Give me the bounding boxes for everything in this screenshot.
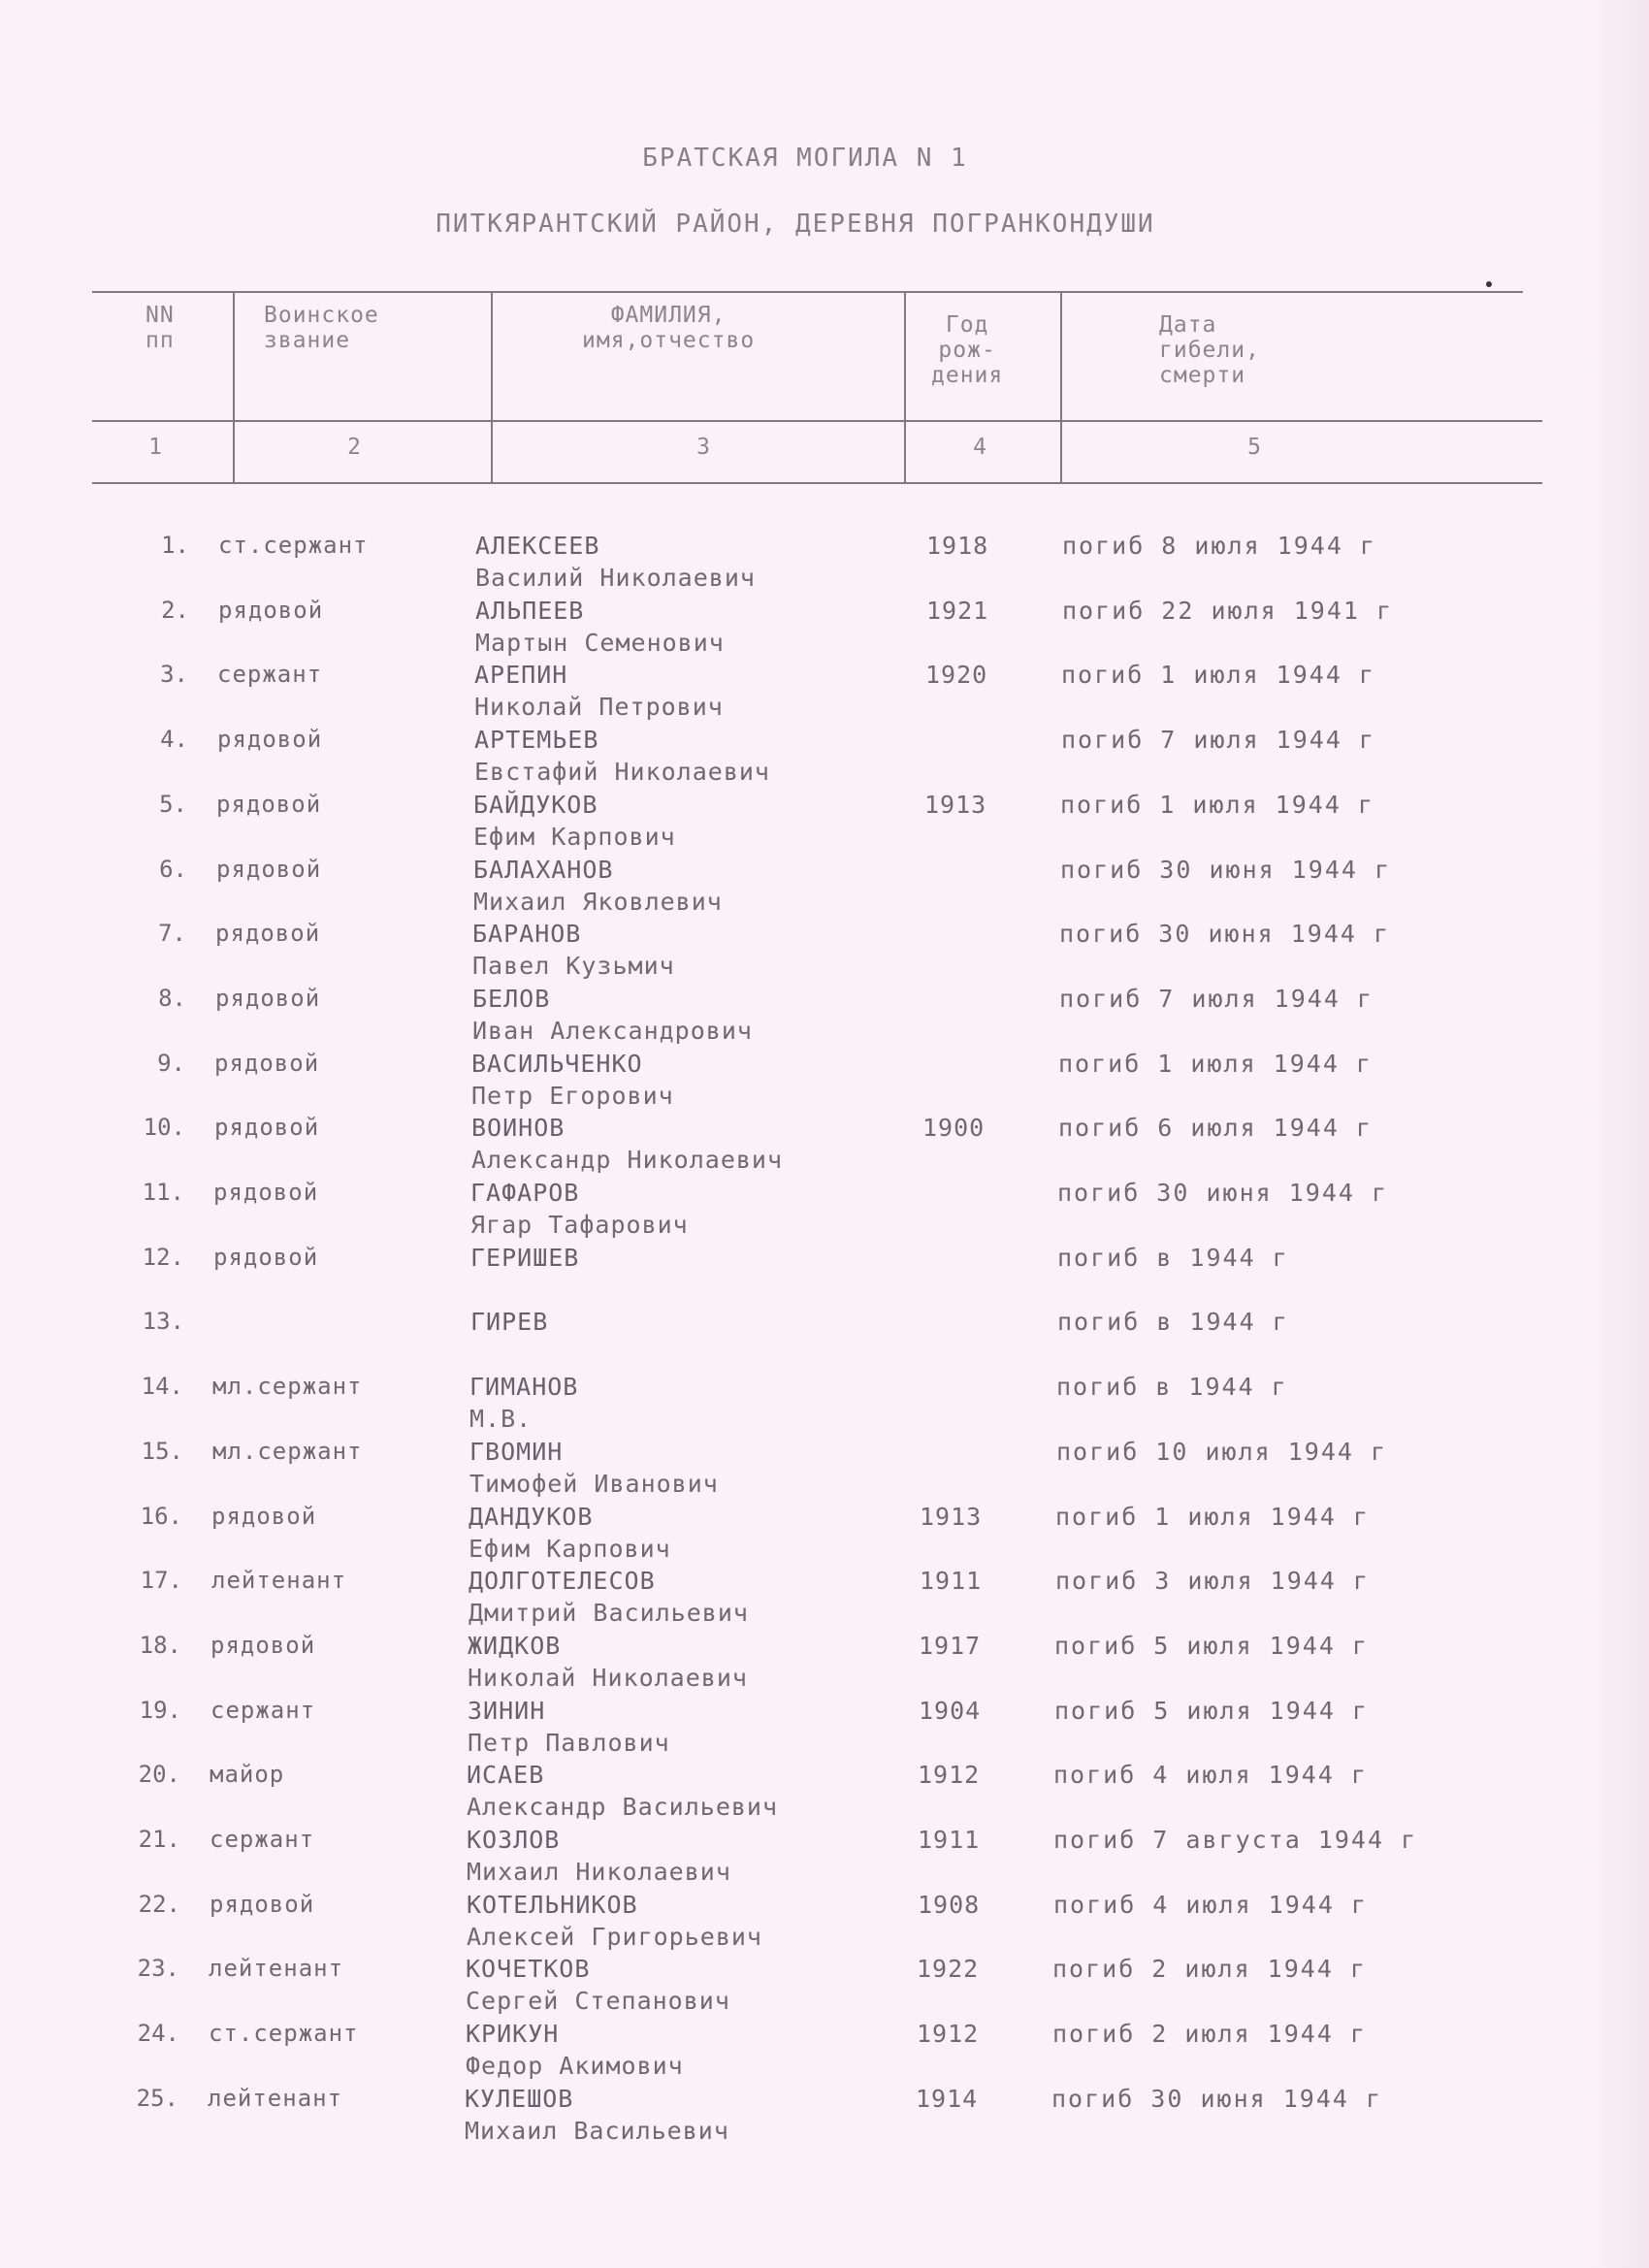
surname: ГАФАРОВ [470,1179,580,1207]
given-names: Михаил Яковлевич [473,888,723,916]
list-item [0,597,1649,661]
list-item [0,1308,1649,1372]
list-item [0,1697,1649,1761]
surname: ЖИДКОВ [468,1632,562,1660]
death-date: погиб 3 июля 1944 г [1055,1567,1370,1595]
entry-number: 1. [161,532,189,559]
birth-year: 1912 [917,2020,980,2048]
death-date: погиб 7 августа 1944 г [1053,1826,1418,1854]
list-item [0,1114,1649,1178]
list-item [0,532,1649,596]
list-item [0,1761,1649,1825]
rank: сержант [210,1826,315,1853]
entry-number: 9. [157,1050,185,1077]
death-date: погиб 2 июля 1944 г [1052,2020,1367,2048]
given-names: Петр Павлович [468,1729,670,1757]
surname: КОЧЕТКОВ [466,1955,591,1983]
given-names: Дмитрий Васильевич [469,1599,749,1627]
entry-number: 4. [160,726,188,753]
rank: рядовой [210,1632,316,1659]
birth-year: 1920 [925,661,988,689]
rank: ст.сержант [218,532,369,559]
list-item [0,1438,1649,1502]
given-names: М.В. [469,1405,533,1433]
given-names: Тимофей Иванович [469,1470,719,1498]
death-date: погиб 30 июня 1944 г [1051,2085,1383,2113]
header-col4: Год рож- дения [931,312,1004,388]
entry-number: 2. [161,597,189,624]
entry-number: 20. [138,1761,180,1788]
col-divider-3 [904,293,906,484]
given-names: Алексей Григорьевич [467,1923,762,1951]
given-names: Евстафий Николаевич [474,758,770,786]
death-date: погиб 8 июля 1944 г [1062,532,1376,560]
surname: ДАНДУКОВ [469,1503,594,1531]
entry-number: 7. [158,920,186,947]
death-date: погиб 22 июля 1941 г [1062,597,1394,625]
list-item [0,1955,1649,2019]
entry-number: 10. [143,1114,185,1141]
death-date: погиб 5 июля 1944 г [1054,1697,1369,1725]
list-item [0,791,1649,855]
death-date: погиб 1 июля 1944 г [1055,1503,1370,1531]
entry-number: 21. [138,1826,180,1853]
given-names: Сергей Степанович [466,1987,730,2015]
death-date: погиб в 1944 г [1057,1308,1289,1336]
rank: рядовой [214,1114,320,1141]
rank: рядовой [213,1244,319,1271]
birth-year: 1900 [922,1114,986,1142]
list-item [0,856,1649,920]
entry-number: 3. [160,661,188,688]
entry-number: 24. [137,2020,179,2047]
given-names: Петр Егорович [471,1082,674,1110]
list-item [0,1244,1649,1308]
death-date: погиб 4 июля 1944 г [1053,1761,1368,1789]
rank: рядовой [211,1503,317,1530]
entry-number: 15. [141,1438,183,1465]
birth-year: 1914 [916,2085,979,2113]
birth-year: 1911 [920,1567,983,1595]
given-names: Ефим Карпович [469,1535,671,1563]
rank: майор [210,1761,285,1788]
surname: ГИМАНОВ [469,1373,579,1401]
rank: лейтенант [211,1567,347,1594]
death-date: погиб 30 июня 1944 г [1057,1179,1389,1207]
death-date: погиб 2 июля 1944 г [1052,1955,1367,1983]
birth-year: 1912 [918,1761,981,1789]
birth-year: 1917 [919,1632,982,1660]
entry-number: 17. [140,1567,182,1594]
death-date: погиб 6 июля 1944 г [1058,1114,1373,1142]
death-date: погиб 1 июля 1944 г [1060,791,1374,819]
given-names: Александр Николаевич [471,1146,784,1174]
entry-number: 14. [141,1373,183,1400]
ink-speck [1486,281,1492,287]
rank: рядовой [218,597,324,624]
given-names: Федор Акимович [466,2052,684,2080]
rank: лейтенант [209,1955,344,1982]
death-date: погиб 1 июля 1944 г [1061,661,1375,689]
birth-year: 1911 [918,1826,981,1854]
given-names: Ягар Тафарович [470,1211,689,1239]
given-names: Мартын Семенович [475,629,725,657]
entry-number: 5. [159,791,187,818]
entry-number: 16. [140,1503,182,1530]
birth-year: 1921 [926,597,989,625]
rank: рядовой [213,1179,319,1206]
surname: КОТЕЛЬНИКОВ [467,1891,638,1919]
death-date: погиб 5 июля 1944 г [1054,1632,1369,1660]
surname: ВОИНОВ [471,1114,566,1142]
rank: лейтенант [208,2085,343,2112]
header-col3: ФАМИЛИЯ, имя,отчество [582,303,756,353]
birth-year: 1904 [919,1697,982,1725]
death-date: погиб 10 июля 1944 г [1056,1438,1388,1466]
entry-number: 11. [142,1179,184,1206]
rank: рядовой [214,1050,320,1077]
document-subtitle: ПИТКЯРАНТСКИЙ РАЙОН, ДЕРЕВНЯ ПОГРАНКОНДУШИ [436,210,1155,239]
list-item [0,985,1649,1049]
rank: рядовой [210,1891,315,1918]
given-names: Николай Николаевич [468,1664,748,1692]
surname: КРИКУН [466,2020,560,2048]
birth-year: 1922 [917,1955,980,1983]
entry-number: 12. [142,1244,184,1271]
rank: мл.сержант [212,1373,363,1400]
given-names: Михаил Васильевич [465,2117,729,2145]
list-item [0,1373,1649,1437]
given-names: Александр Васильевич [467,1793,779,1821]
surname: АРТЕМЬЕВ [474,726,599,754]
surname: КУЛЕШОВ [465,2085,574,2113]
surname: КОЗЛОВ [467,1826,561,1854]
rank: рядовой [217,726,323,753]
list-item [0,1826,1649,1890]
rank: сержант [210,1697,316,1724]
death-date: погиб в 1944 г [1056,1373,1288,1401]
col-number-2: 2 [347,435,361,460]
list-item [0,1567,1649,1631]
rank: рядовой [215,920,321,947]
entry-number: 22. [138,1891,180,1918]
birth-year: 1913 [924,791,987,819]
given-names: Ефим Карпович [473,823,676,851]
list-item [0,1050,1649,1114]
list-item [0,2020,1649,2084]
surname: АЛЬПЕЕВ [475,597,585,625]
document-title: БРАТСКАЯ МОГИЛА N 1 [642,144,968,173]
col-divider-1 [233,293,235,484]
header-col1: NN пп [146,303,175,353]
surname: БАЙДУКОВ [473,791,598,819]
entry-number: 8. [158,985,186,1012]
surname: ГИРЕВ [470,1308,549,1336]
col-number-3: 3 [696,435,710,460]
entry-number: 23. [137,1955,179,1982]
rank: рядовой [216,856,322,883]
rank: рядовой [215,985,321,1012]
table-top-rule [92,291,1523,293]
birth-year: 1918 [926,532,989,560]
header-bottom-rule [92,482,1542,484]
surname: ВАСИЛЬЧЕНКО [471,1050,643,1078]
death-date: погиб 1 июля 1944 г [1058,1050,1373,1078]
given-names: Николай Петрович [474,693,724,721]
col-number-5: 5 [1247,435,1261,460]
col-divider-2 [491,293,493,484]
entry-number: 6. [159,856,187,883]
list-item [0,726,1649,790]
entry-number: 25. [136,2085,178,2112]
header-col2: Воинское звание [264,303,379,353]
surname: ЗИНИН [468,1697,546,1725]
birth-year: 1913 [920,1503,983,1531]
list-item [0,920,1649,984]
surname: ИСАЕВ [467,1761,545,1789]
surname: ГЕРИШЕВ [470,1244,580,1272]
rank: сержант [217,661,323,688]
death-date: погиб 30 июня 1944 г [1060,856,1392,884]
entry-number: 19. [139,1697,181,1724]
entry-number: 18. [139,1632,181,1659]
death-date: погиб в 1944 г [1057,1244,1289,1272]
surname: АЛЕКСЕЕВ [475,532,600,560]
surname: АРЕПИН [474,661,568,689]
rank: мл.сержант [212,1438,363,1465]
given-names: Василий Николаевич [475,564,756,592]
header-col5: Дата гибели, смерти [1159,312,1260,388]
col-number-1: 1 [148,435,162,460]
rank: рядовой [216,791,322,818]
death-date: погиб 4 июля 1944 г [1053,1891,1368,1919]
death-date: погиб 7 июля 1944 г [1061,726,1375,754]
death-date: погиб 30 июня 1944 г [1059,920,1391,948]
surname: ДОЛГОТЕЛЕСОВ [469,1567,656,1595]
header-rule [92,420,1542,422]
surname: БЕЛОВ [472,985,551,1013]
surname: БАЛАХАНОВ [473,856,614,884]
list-item [0,1179,1649,1243]
given-names: Павел Кузьмич [472,952,675,980]
list-item [0,1503,1649,1567]
list-item [0,1891,1649,1955]
surname: БАРАНОВ [472,920,582,948]
birth-year: 1908 [918,1891,981,1919]
given-names: Иван Александрович [472,1017,753,1045]
entry-number: 13. [142,1308,184,1335]
list-item [0,1632,1649,1696]
death-date: погиб 7 июля 1944 г [1059,985,1374,1013]
given-names: Михаил Николаевич [467,1858,731,1886]
rank: ст.сержант [209,2020,359,2047]
list-item [0,661,1649,725]
list-item [0,2085,1649,2149]
surname: ГВОМИН [469,1438,564,1466]
col-divider-4 [1060,293,1062,484]
col-number-4: 4 [973,435,986,460]
